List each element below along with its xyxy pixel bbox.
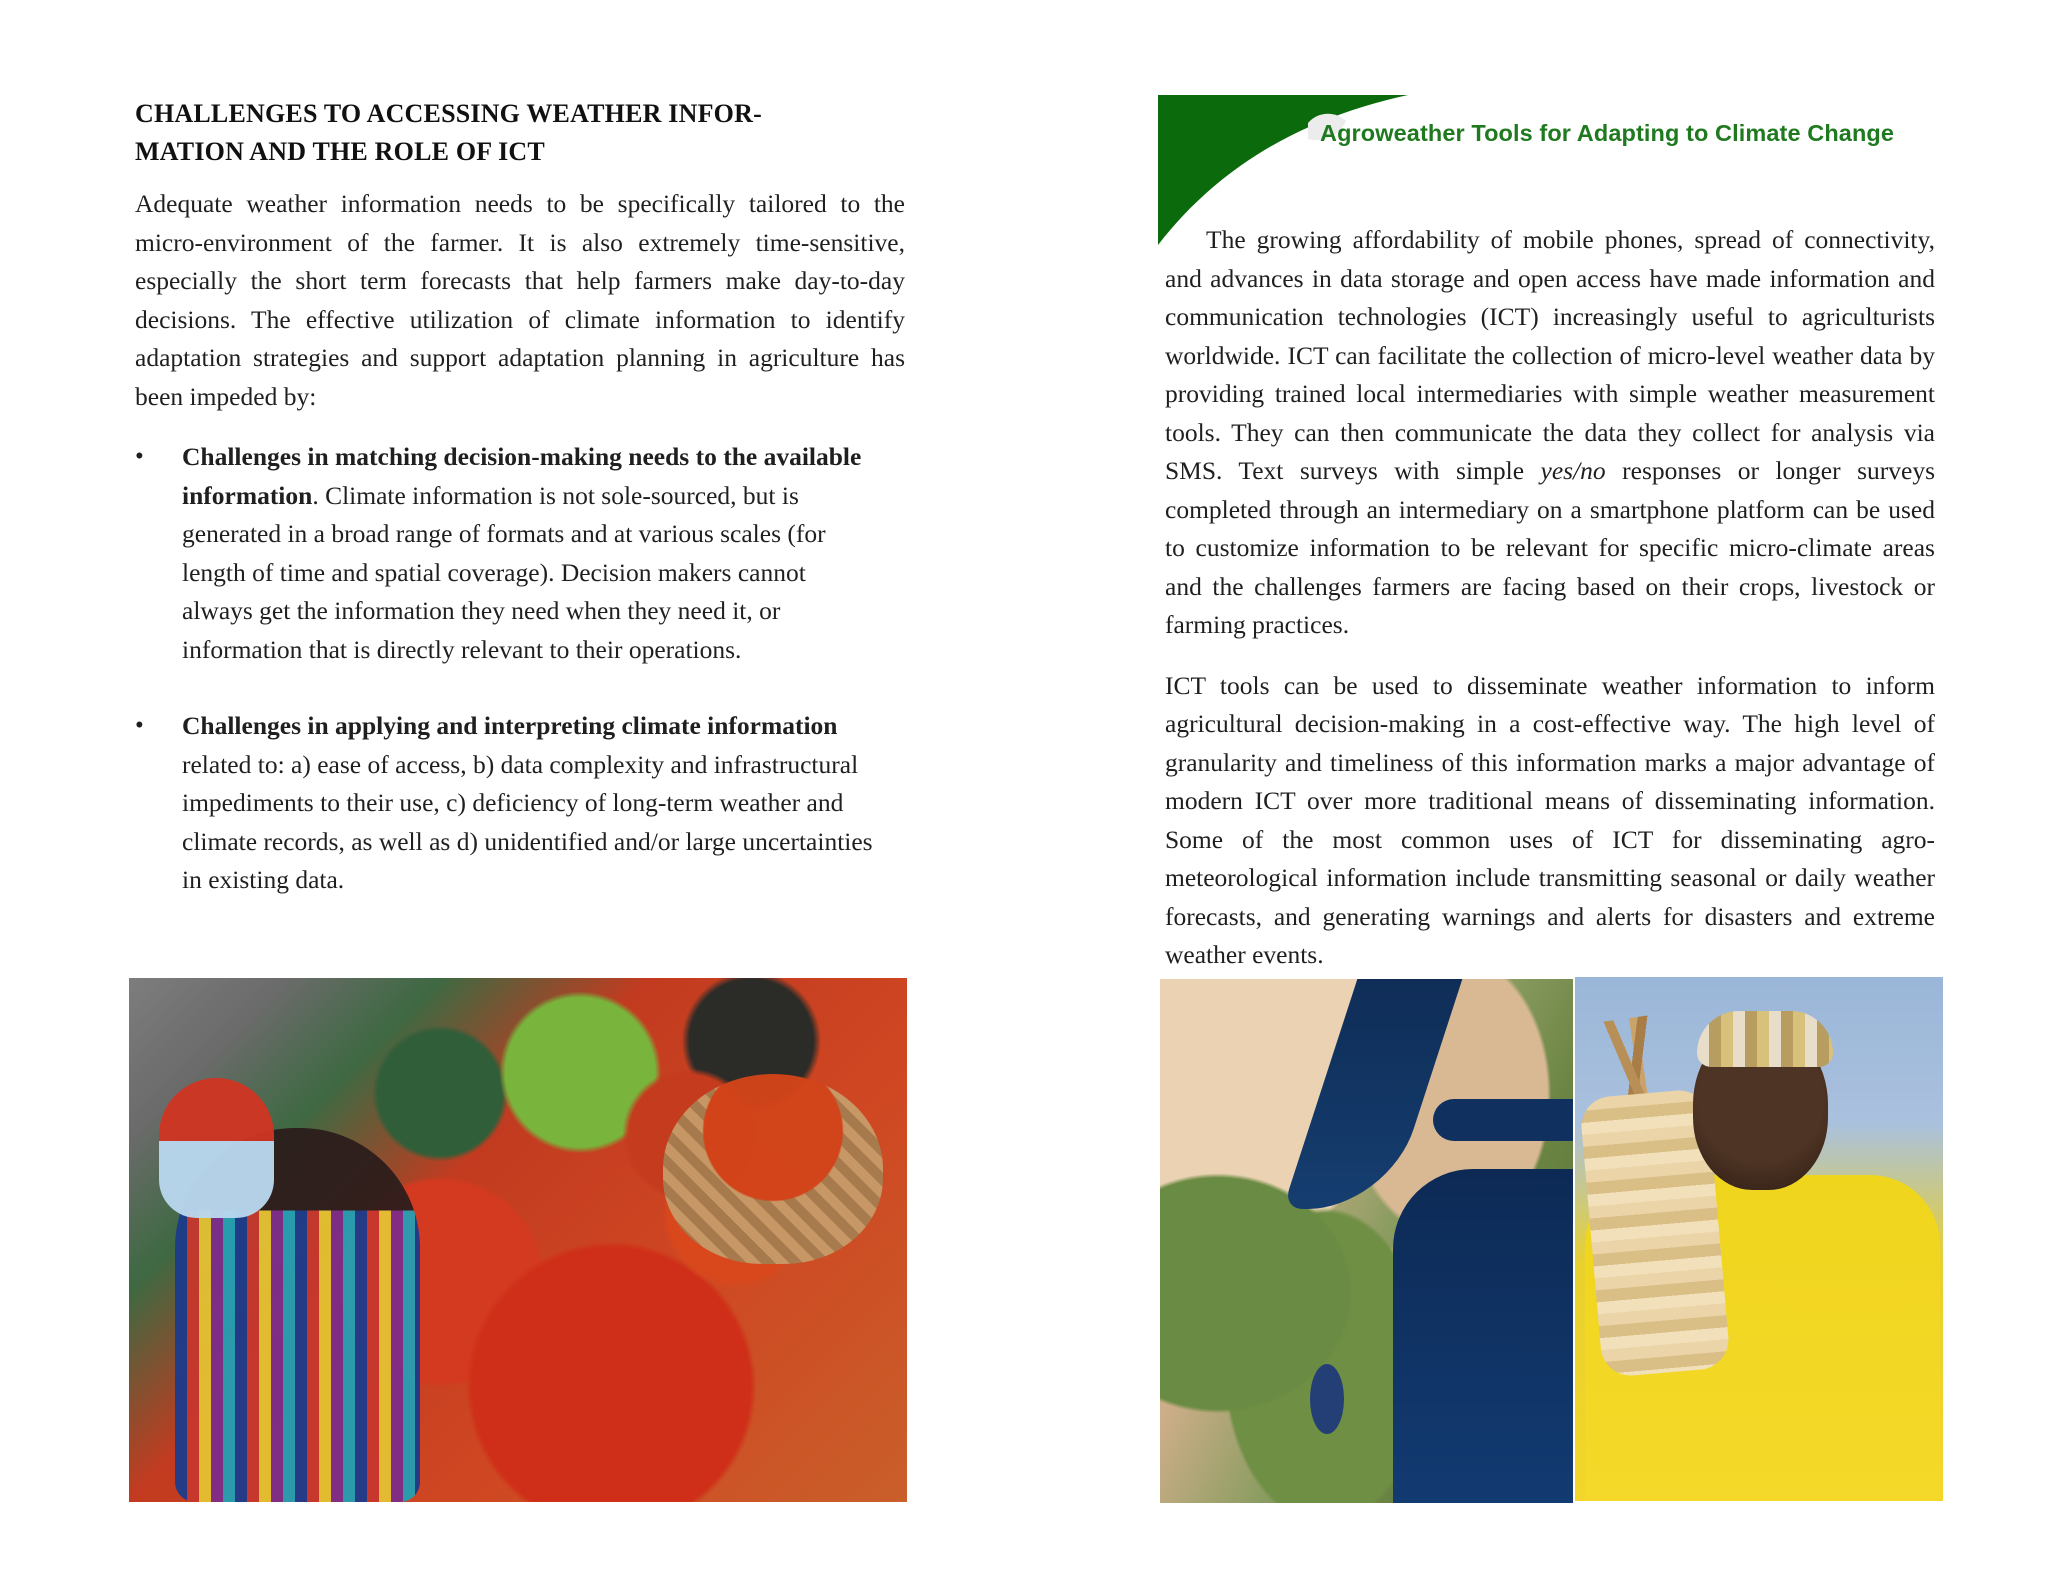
challenge-description: related to: a) ease of access, b) data complexity and infrastructural impediments to their use, c) deficiency of long-term weather and climate records, as well as d) unidentified and/or large uncertainties in existing data. xyxy=(182,749,873,894)
paragraph-gap xyxy=(1165,645,1935,667)
challenge-item-interpretation xyxy=(135,707,905,900)
challenge-description: . Climate information is not sole-sourced, but is generated in a broad range of formats and at various scales (for length of time and spatial coverage). Decision makers cannot always get the information they need when they need it, or information that is directly relevant to their operations. xyxy=(182,480,826,664)
section-heading-line-2: MATION AND THE ROLE OF ICT xyxy=(135,137,545,166)
paragraph-mobile-ict-part-2: responses or longer surveys completed through an intermediary on a smartphone platform can be used to customize information to be relevant for specific micro-climate areas and the challenges farmers are facing based on their crops, livestock or farming practices. xyxy=(1165,456,1935,639)
challenge-list xyxy=(135,438,905,900)
intro-paragraph: Adequate weather information needs to be specifically tailored to the micro-environment of the farmer. It is also extremely time-sensitive, especially the short term forecasts that help farmers make day-to-day decisions. The effective utilization of climate information to identify adaptation strategies and support adaptation planning in agriculture has been impeded by: xyxy=(135,189,905,411)
paragraph-mobile-ict xyxy=(1165,221,1935,645)
challenge-title: Challenges in matching decision-making needs to the available information xyxy=(182,442,862,510)
banner-title: Agroweather Tools for Adapting to Climate Change xyxy=(1320,120,1895,146)
farmer-cap xyxy=(1697,1011,1833,1067)
market-photo xyxy=(129,978,907,1502)
paragraph-mobile-ict-part-1: The growing affordability of mobile phones, spread of connectivity, and advances in data storage and open access have made information and communication technologies (ICT) increasingly useful to agriculturists worldwide. ICT can facilitate the collection of micro-level weather data by providing trained local intermediaries with simple weather measurement tools. They can then communicate the data they collect for analysis via SMS. Text surveys with simple xyxy=(1165,225,1935,485)
challenge-title: Challenges in applying and interpreting climate information xyxy=(182,711,838,740)
indian-ocean-shape xyxy=(1393,1169,1573,1503)
left-page xyxy=(135,95,905,900)
satellite-map-photo xyxy=(1160,979,1573,1503)
bullet-marker: • xyxy=(135,712,144,739)
tomato-basket xyxy=(663,1074,883,1264)
farmer-photo xyxy=(1575,977,1943,1501)
lake-shape xyxy=(1310,1364,1344,1434)
challenge-item-matching xyxy=(135,438,905,669)
market-child-figure xyxy=(159,1078,274,1218)
right-page xyxy=(1165,221,1935,975)
gulf-shape xyxy=(1433,1099,1573,1141)
red-sea-shape xyxy=(1283,979,1463,1209)
bullet-marker: • xyxy=(135,443,144,470)
emphasis-yes-no: yes/no xyxy=(1540,456,1606,485)
section-heading-line-1: CHALLENGES TO ACCESSING WEATHER INFOR- xyxy=(135,99,762,128)
section-heading xyxy=(135,95,905,171)
paragraph-ict-dissemination: ICT tools can be used to disseminate weather information to inform agricultural decision-making in a cost-effective way. The high level of granularity and timeliness of this information marks a major advantage of modern ICT over more traditional means of disseminating information. Some of the most common uses of ICT for disseminating agro-meteorological information include transmitting seasonal or daily weather forecasts, and generating warnings and alerts for disasters and extreme weather events. xyxy=(1165,670,1935,969)
